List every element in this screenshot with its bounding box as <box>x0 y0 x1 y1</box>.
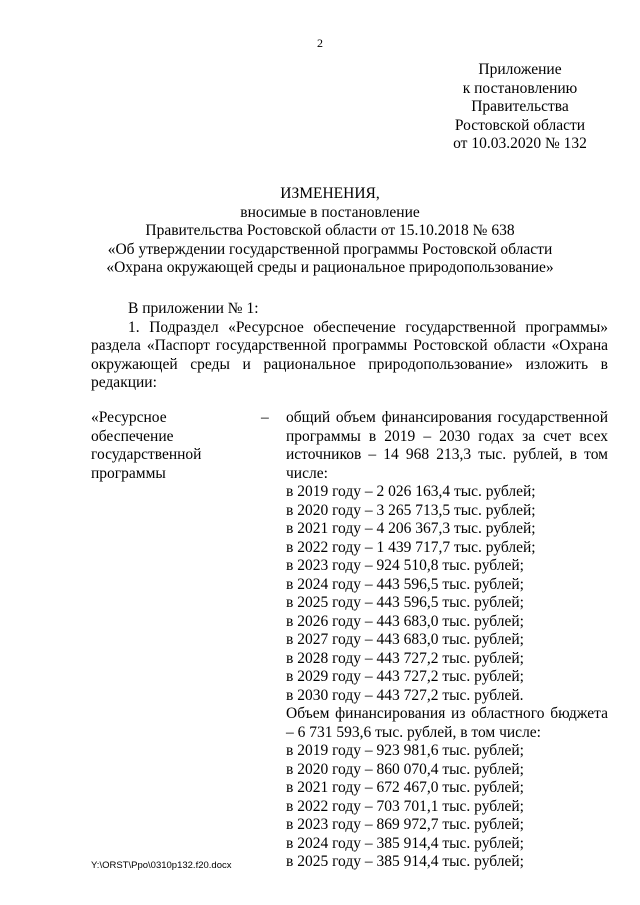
appendix-line: от 10.03.2020 № 132 <box>453 135 587 152</box>
section-label-cell <box>91 409 276 483</box>
regional-funding-item: в 2023 году – 869 972,7 тыс. рублей; <box>286 816 524 833</box>
regional-funding-item: в 2020 году – 860 070,4 тыс. рублей; <box>286 760 524 778</box>
appendix-line: Правительства <box>471 98 569 115</box>
appendix-line: Ростовской области <box>454 116 586 134</box>
total-funding-item: в 2019 году – 2 026 163,4 тыс. рублей; <box>286 483 536 500</box>
regional-funding-item: в 2024 году – 385 914,4 тыс. рублей; <box>286 834 524 852</box>
section-dash: – <box>261 409 269 426</box>
intro-paragraph: 1. Подраздел «Ресурсное обеспечение государственной программы» раздела «Паспорт государственной программы Ростовской области «Охрана окружающей среды и рациональное природопользование» изложить в редакции: <box>91 318 608 391</box>
file-path-footer: Y:\ORST\Ppo\0310p132.f20.docx <box>91 860 232 871</box>
total-funding-item: в 2021 году – 4 206 367,3 тыс. рублей; <box>286 520 536 537</box>
section-label: «Ресурсное обеспечение государственной программы <box>91 409 202 482</box>
total-funding-item: в 2025 году – 443 596,5 тыс. рублей; <box>286 594 524 611</box>
total-funding-item: в 2027 году – 443 683,0 тыс. рублей; <box>286 631 524 648</box>
title-line: Правительства Ростовской области от 15.10.2018 № 638 <box>145 222 515 239</box>
total-funding-item: в 2020 году – 3 265 713,5 тыс. рублей; <box>286 501 536 519</box>
total-funding-item: в 2024 году – 443 596,5 тыс. рублей; <box>286 575 524 593</box>
regional-funding-item: в 2021 году – 672 467,0 тыс. рублей; <box>286 779 524 796</box>
total-funding-item: в 2028 году – 443 727,2 тыс. рублей; <box>286 649 524 667</box>
appendix-block <box>440 61 600 154</box>
title-line: вносимые в постановление <box>240 203 420 221</box>
regional-funding-item: в 2019 году – 923 981,6 тыс. рублей; <box>286 742 524 759</box>
total-funding-text: общий объем финансирования государственной программы в 2019 – 2030 годах за счет всех источников – 14 968 213,3 тыс. рублей, в том числе: <box>286 409 608 482</box>
total-funding-item: в 2026 году – 443 683,0 тыс. рублей; <box>286 612 524 630</box>
regional-funding-item: в 2025 году – 385 914,4 тыс. рублей; <box>286 853 524 870</box>
appendix-line: Приложение <box>478 61 562 78</box>
title-line: «Охрана окружающей среды и рациональное природопользование» <box>106 259 554 276</box>
intro-line: В приложении № 1: <box>128 300 259 317</box>
appendix-line: к постановлению <box>462 79 578 97</box>
total-funding-item: в 2029 году – 443 727,2 тыс. рублей; <box>286 668 524 685</box>
regional-funding-item: в 2022 году – 703 701,1 тыс. рублей; <box>286 797 524 815</box>
total-funding-item: в 2022 году – 1 439 717,7 тыс. рублей; <box>286 538 536 556</box>
title-line: «Об утверждении государственной программы Ростовской области <box>107 240 553 258</box>
document-title <box>80 185 580 278</box>
intro-block <box>91 300 608 393</box>
total-funding-item: в 2023 году – 924 510,8 тыс. рублей; <box>286 557 524 574</box>
total-funding-item: в 2030 году – 443 727,2 тыс. рублей. <box>286 686 524 704</box>
funding-content-cell <box>286 409 608 872</box>
regional-funding-text: Объем финансирования из областного бюджета – 6 731 593,6 тыс. рублей, в том числе: <box>286 705 608 741</box>
page-number: 2 <box>317 36 323 50</box>
title-line: ИЗМЕНЕНИЯ, <box>280 185 380 202</box>
